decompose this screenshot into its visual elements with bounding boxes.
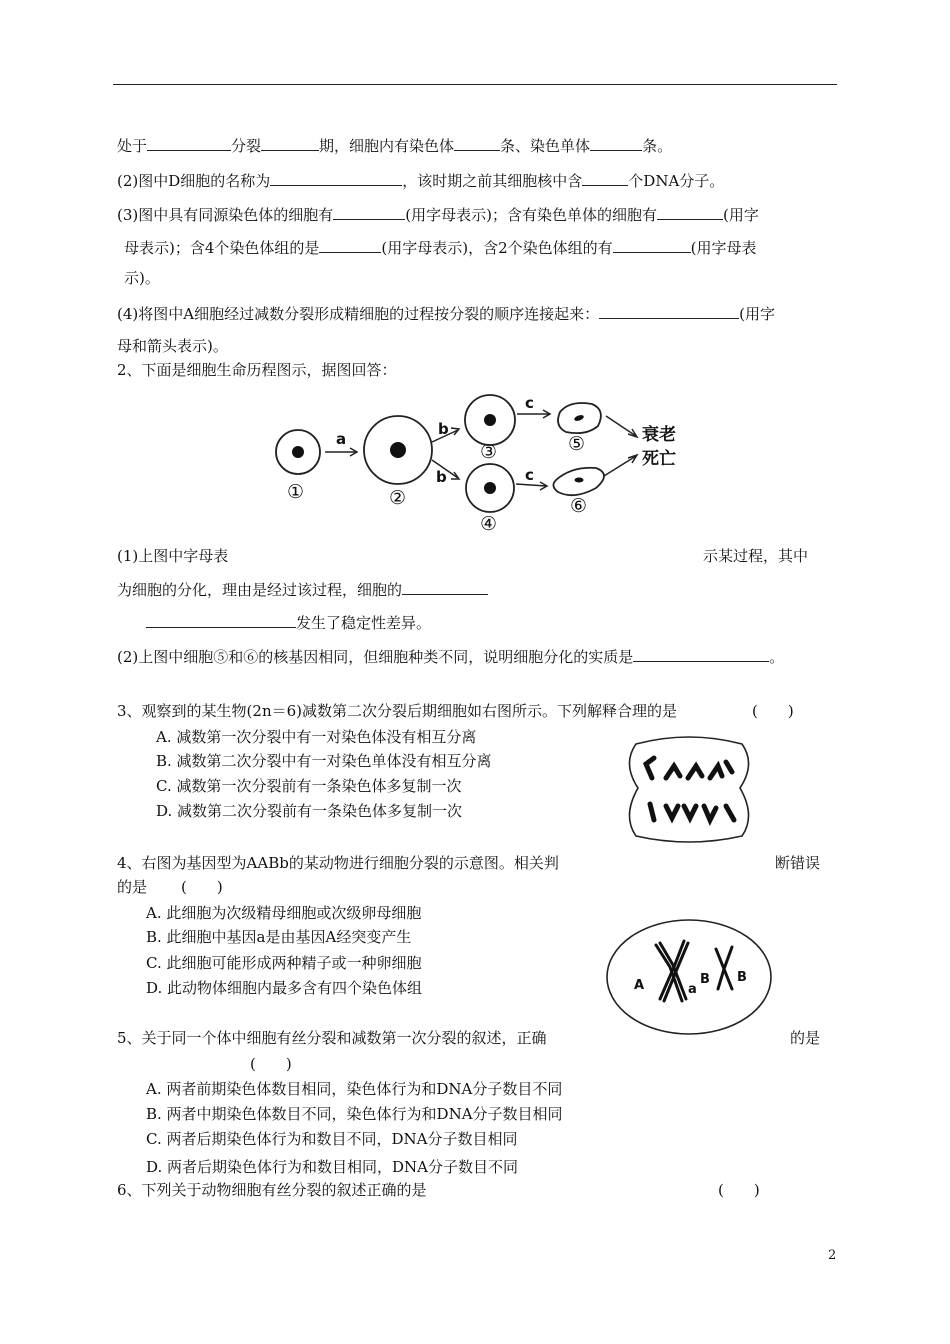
option-c[interactable]: C. 此细胞可能形成两种精子或一种卵细胞 — [146, 954, 422, 972]
answer-blank[interactable] — [454, 136, 500, 151]
q1-line-6 — [117, 304, 775, 324]
q1-line-5: 示)。 — [124, 269, 160, 287]
process-label: b — [438, 420, 449, 438]
outcome-label: 死亡 — [642, 449, 676, 469]
option-b[interactable]: B. 减数第二次分裂中有一对染色单体没有相互分离 — [156, 752, 492, 770]
q1-line-3 — [117, 205, 759, 225]
text: ，该时期之前其细胞核中含 — [402, 172, 583, 190]
text: 的是 — [117, 878, 148, 896]
answer-blank[interactable] — [657, 205, 723, 220]
q5-stem-a: 5、关于同一个体中细胞有丝分裂和减数第一次分裂的叙述，正确 — [117, 1029, 547, 1047]
q2-p1-a: (1)上图中字母表 — [117, 547, 229, 565]
text: 个DNA分子。 — [628, 172, 725, 190]
option-d[interactable]: D. 减数第二次分裂前有一条染色体多复制一次 — [156, 802, 463, 820]
text: 条。 — [642, 137, 673, 155]
text: (用字 — [722, 206, 759, 224]
text: (用字 — [739, 305, 775, 323]
q2-p4 — [117, 647, 784, 667]
q1-line-4 — [124, 238, 757, 258]
q1-line-7: 母和箭头表示)。 — [117, 337, 228, 355]
answer-blank[interactable] — [633, 647, 769, 662]
answer-blank[interactable] — [599, 304, 739, 319]
gene-label: a — [688, 982, 697, 997]
option-c[interactable]: C. 减数第一次分裂前有一条染色体多复制一次 — [156, 777, 462, 795]
cell-life-history-figure — [270, 392, 690, 535]
answer-blank[interactable] — [261, 136, 319, 151]
q2-stem: 2、下面是细胞生命历程图示，据图回答： — [117, 361, 397, 379]
gene-label: B — [737, 970, 747, 985]
text: (用字母表示)，含2个染色体组的有 — [381, 239, 613, 257]
text: (4)将图中A细胞经过减数分裂形成精细胞的过程按分裂的顺序连接起来： — [117, 305, 600, 323]
q6-stem: 6、下列关于动物细胞有丝分裂的叙述正确的是 — [117, 1181, 427, 1199]
option-a[interactable]: A. 减数第一次分裂中有一对染色体没有相互分离 — [156, 728, 477, 746]
text: (3)图中具有同源染色体的细胞有 — [117, 206, 334, 224]
option-a[interactable]: A. 此细胞为次级精母细胞或次级卵母细胞 — [146, 904, 422, 922]
answer-paren[interactable]: ( ) — [718, 1181, 760, 1199]
text: (用字母表示)；含有染色单体的细胞有 — [405, 206, 657, 224]
text: 母表示)；含4个染色体组的是 — [124, 239, 320, 257]
option-b[interactable]: B. 两者中期染色体数目不同，染色体行为和DNA分子数目相同 — [146, 1105, 563, 1123]
text: (2)上图中细胞⑤和⑥的核基因相同，但细胞种类不同，说明细胞分化的实质是 — [117, 648, 634, 666]
header-rule — [113, 84, 837, 85]
text: 为细胞的分化，理由是经过该过程，细胞的 — [117, 581, 403, 599]
q1-line-2 — [117, 171, 724, 191]
page-number: 2 — [828, 1248, 837, 1263]
text: 。 — [769, 648, 785, 666]
answer-blank[interactable] — [582, 171, 628, 186]
q2-p2 — [117, 580, 488, 600]
q2-p1-b: 示某过程，其中 — [703, 547, 809, 565]
text: (2)图中D细胞的名称为 — [117, 172, 271, 190]
answer-blank[interactable] — [147, 136, 231, 151]
text: (用字母表 — [690, 239, 757, 257]
cell-number: ① — [287, 481, 305, 503]
answer-blank[interactable] — [402, 580, 488, 595]
answer-blank[interactable] — [270, 171, 402, 186]
gene-label: A — [634, 978, 645, 993]
option-a[interactable]: A. 两者前期染色体数目相同，染色体行为和DNA分子数目不同 — [146, 1080, 563, 1098]
cell-number: ⑥ — [570, 495, 588, 517]
q4-stem-c — [117, 877, 223, 897]
process-label: b — [436, 468, 447, 486]
answer-blank[interactable] — [613, 238, 691, 253]
cell-number: ④ — [480, 513, 498, 535]
text: 期，细胞内有染色体 — [319, 137, 455, 155]
q4-stem-a: 4、右图为基因型为AABb的某动物进行细胞分裂的示意图。相关判 — [117, 854, 559, 872]
gene-cell-figure — [604, 917, 774, 1037]
cell-number: ② — [389, 487, 407, 509]
option-c[interactable]: C. 两者后期染色体行为和数目不同，DNA分子数目相同 — [146, 1130, 518, 1148]
outcome-label: 衰老 — [642, 425, 676, 445]
meiosis-cell-figure — [622, 736, 756, 846]
process-label: a — [336, 430, 347, 448]
q4-stem-b: 断错误 — [775, 854, 821, 872]
gene-label: B — [700, 972, 710, 987]
text: 发生了稳定性差异。 — [296, 614, 432, 632]
answer-paren[interactable]: ( ) — [181, 878, 223, 896]
answer-blank[interactable] — [590, 136, 642, 151]
text: 条、染色单体 — [500, 137, 591, 155]
q1-line-1 — [117, 136, 672, 156]
option-d[interactable]: D. 此动物体细胞内最多含有四个染色体组 — [146, 979, 423, 997]
q3-stem: 3、观察到的某生物(2n＝6)减数第二次分裂后期细胞如右图所示。下列解释合理的是 — [117, 702, 677, 720]
process-label: c — [525, 466, 534, 484]
option-b[interactable]: B. 此细胞中基因a是由基因A经突变产生 — [146, 928, 412, 946]
q2-p3 — [146, 613, 431, 633]
answer-blank[interactable] — [146, 613, 296, 628]
cell-number: ③ — [480, 441, 498, 463]
answer-paren[interactable]: ( ) — [250, 1055, 292, 1073]
answer-blank[interactable] — [319, 238, 381, 253]
process-label: c — [525, 394, 534, 412]
text: 分裂 — [231, 137, 262, 155]
q5-stem-b: 的是 — [790, 1029, 821, 1047]
option-d[interactable]: D. 两者后期染色体行为和数目相同，DNA分子数目不同 — [146, 1158, 519, 1176]
answer-paren[interactable]: ( ) — [752, 702, 794, 720]
cell-number: ⑤ — [568, 433, 586, 455]
text: 处于 — [117, 137, 148, 155]
answer-blank[interactable] — [333, 205, 405, 220]
